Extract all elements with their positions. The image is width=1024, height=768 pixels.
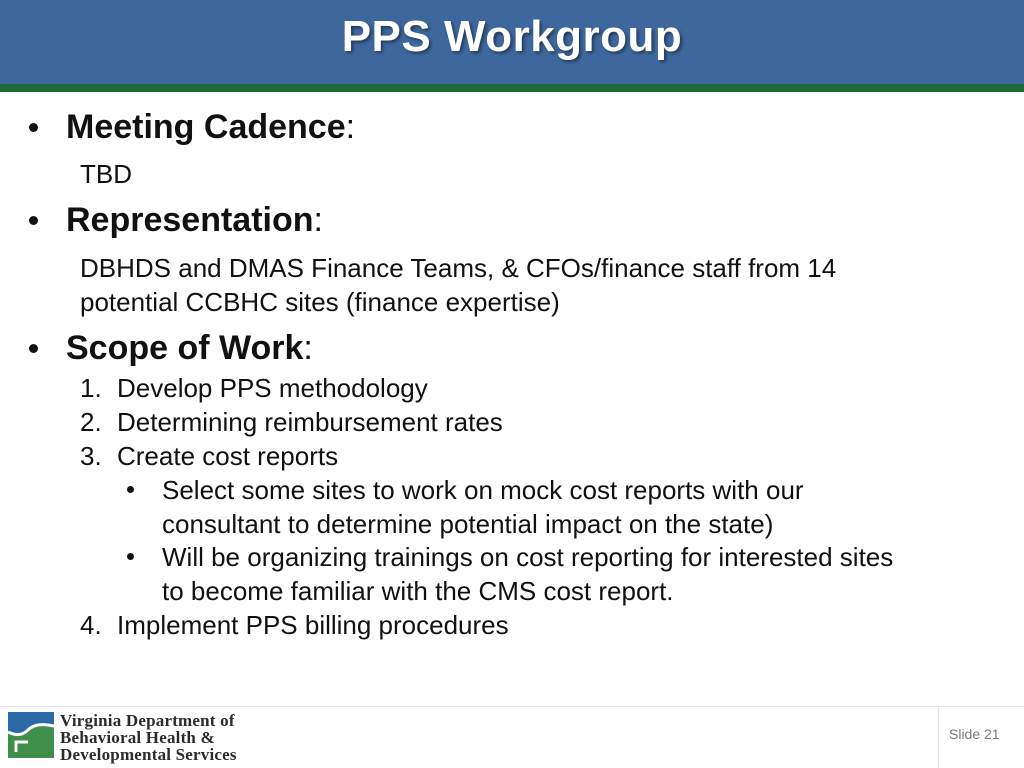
logo-line-2: Behavioral Health & (60, 728, 215, 747)
bullet-icon (29, 216, 38, 225)
list-item-number: 3. (80, 441, 102, 471)
list-item-number: 2. (80, 407, 102, 437)
section-heading-representation (66, 201, 323, 239)
section-heading-cadence (66, 108, 355, 146)
bullet-icon (29, 344, 38, 353)
footer-divider (0, 706, 1024, 707)
list-item-text: Develop PPS methodology (117, 373, 428, 403)
heading-colon: : (313, 201, 323, 239)
subitem-line: Select some sites to work on mock cost reports with our (162, 475, 804, 505)
logo-line-3: Developmental Services (60, 745, 237, 764)
list-item-text: Create cost reports (117, 441, 339, 471)
heading-colon: : (345, 108, 356, 146)
representation-line-2: potential CCBHC sites (finance expertise) (80, 287, 560, 317)
list-item-number: 1. (80, 373, 102, 403)
cadence-text: TBD (80, 159, 132, 189)
sub-bullet-icon (127, 486, 134, 493)
logo-wordmark (60, 712, 237, 763)
section-heading-scope (66, 329, 313, 367)
subitem-line: consultant to determine potential impact on the state) (162, 509, 774, 539)
heading-text: Scope of Work (66, 329, 304, 367)
representation-line-1: DBHDS and DMAS Finance Teams, & CFOs/finance staff from 14 (80, 253, 837, 283)
bullet-icon (29, 123, 38, 132)
list-item-number: 4. (80, 610, 102, 640)
heading-colon: : (303, 329, 313, 367)
list-item-text: Determining reimbursement rates (117, 407, 503, 437)
subitem-line: Will be organizing trainings on cost reporting for interested sites (162, 542, 894, 572)
logo-line-1: Virginia Department of (60, 711, 235, 730)
dbhds-logo-icon (8, 712, 54, 758)
slide-title: PPS Workgroup (341, 12, 683, 61)
sub-bullet-icon (127, 553, 134, 560)
heading-text: Meeting Cadence (66, 108, 346, 146)
list-item-text: Implement PPS billing procedures (117, 610, 509, 640)
footer-separator (938, 708, 939, 768)
heading-text: Representation (66, 201, 314, 239)
slide-number: Slide 21 (949, 726, 1000, 742)
subitem-line: to become familiar with the CMS cost report. (162, 576, 674, 606)
